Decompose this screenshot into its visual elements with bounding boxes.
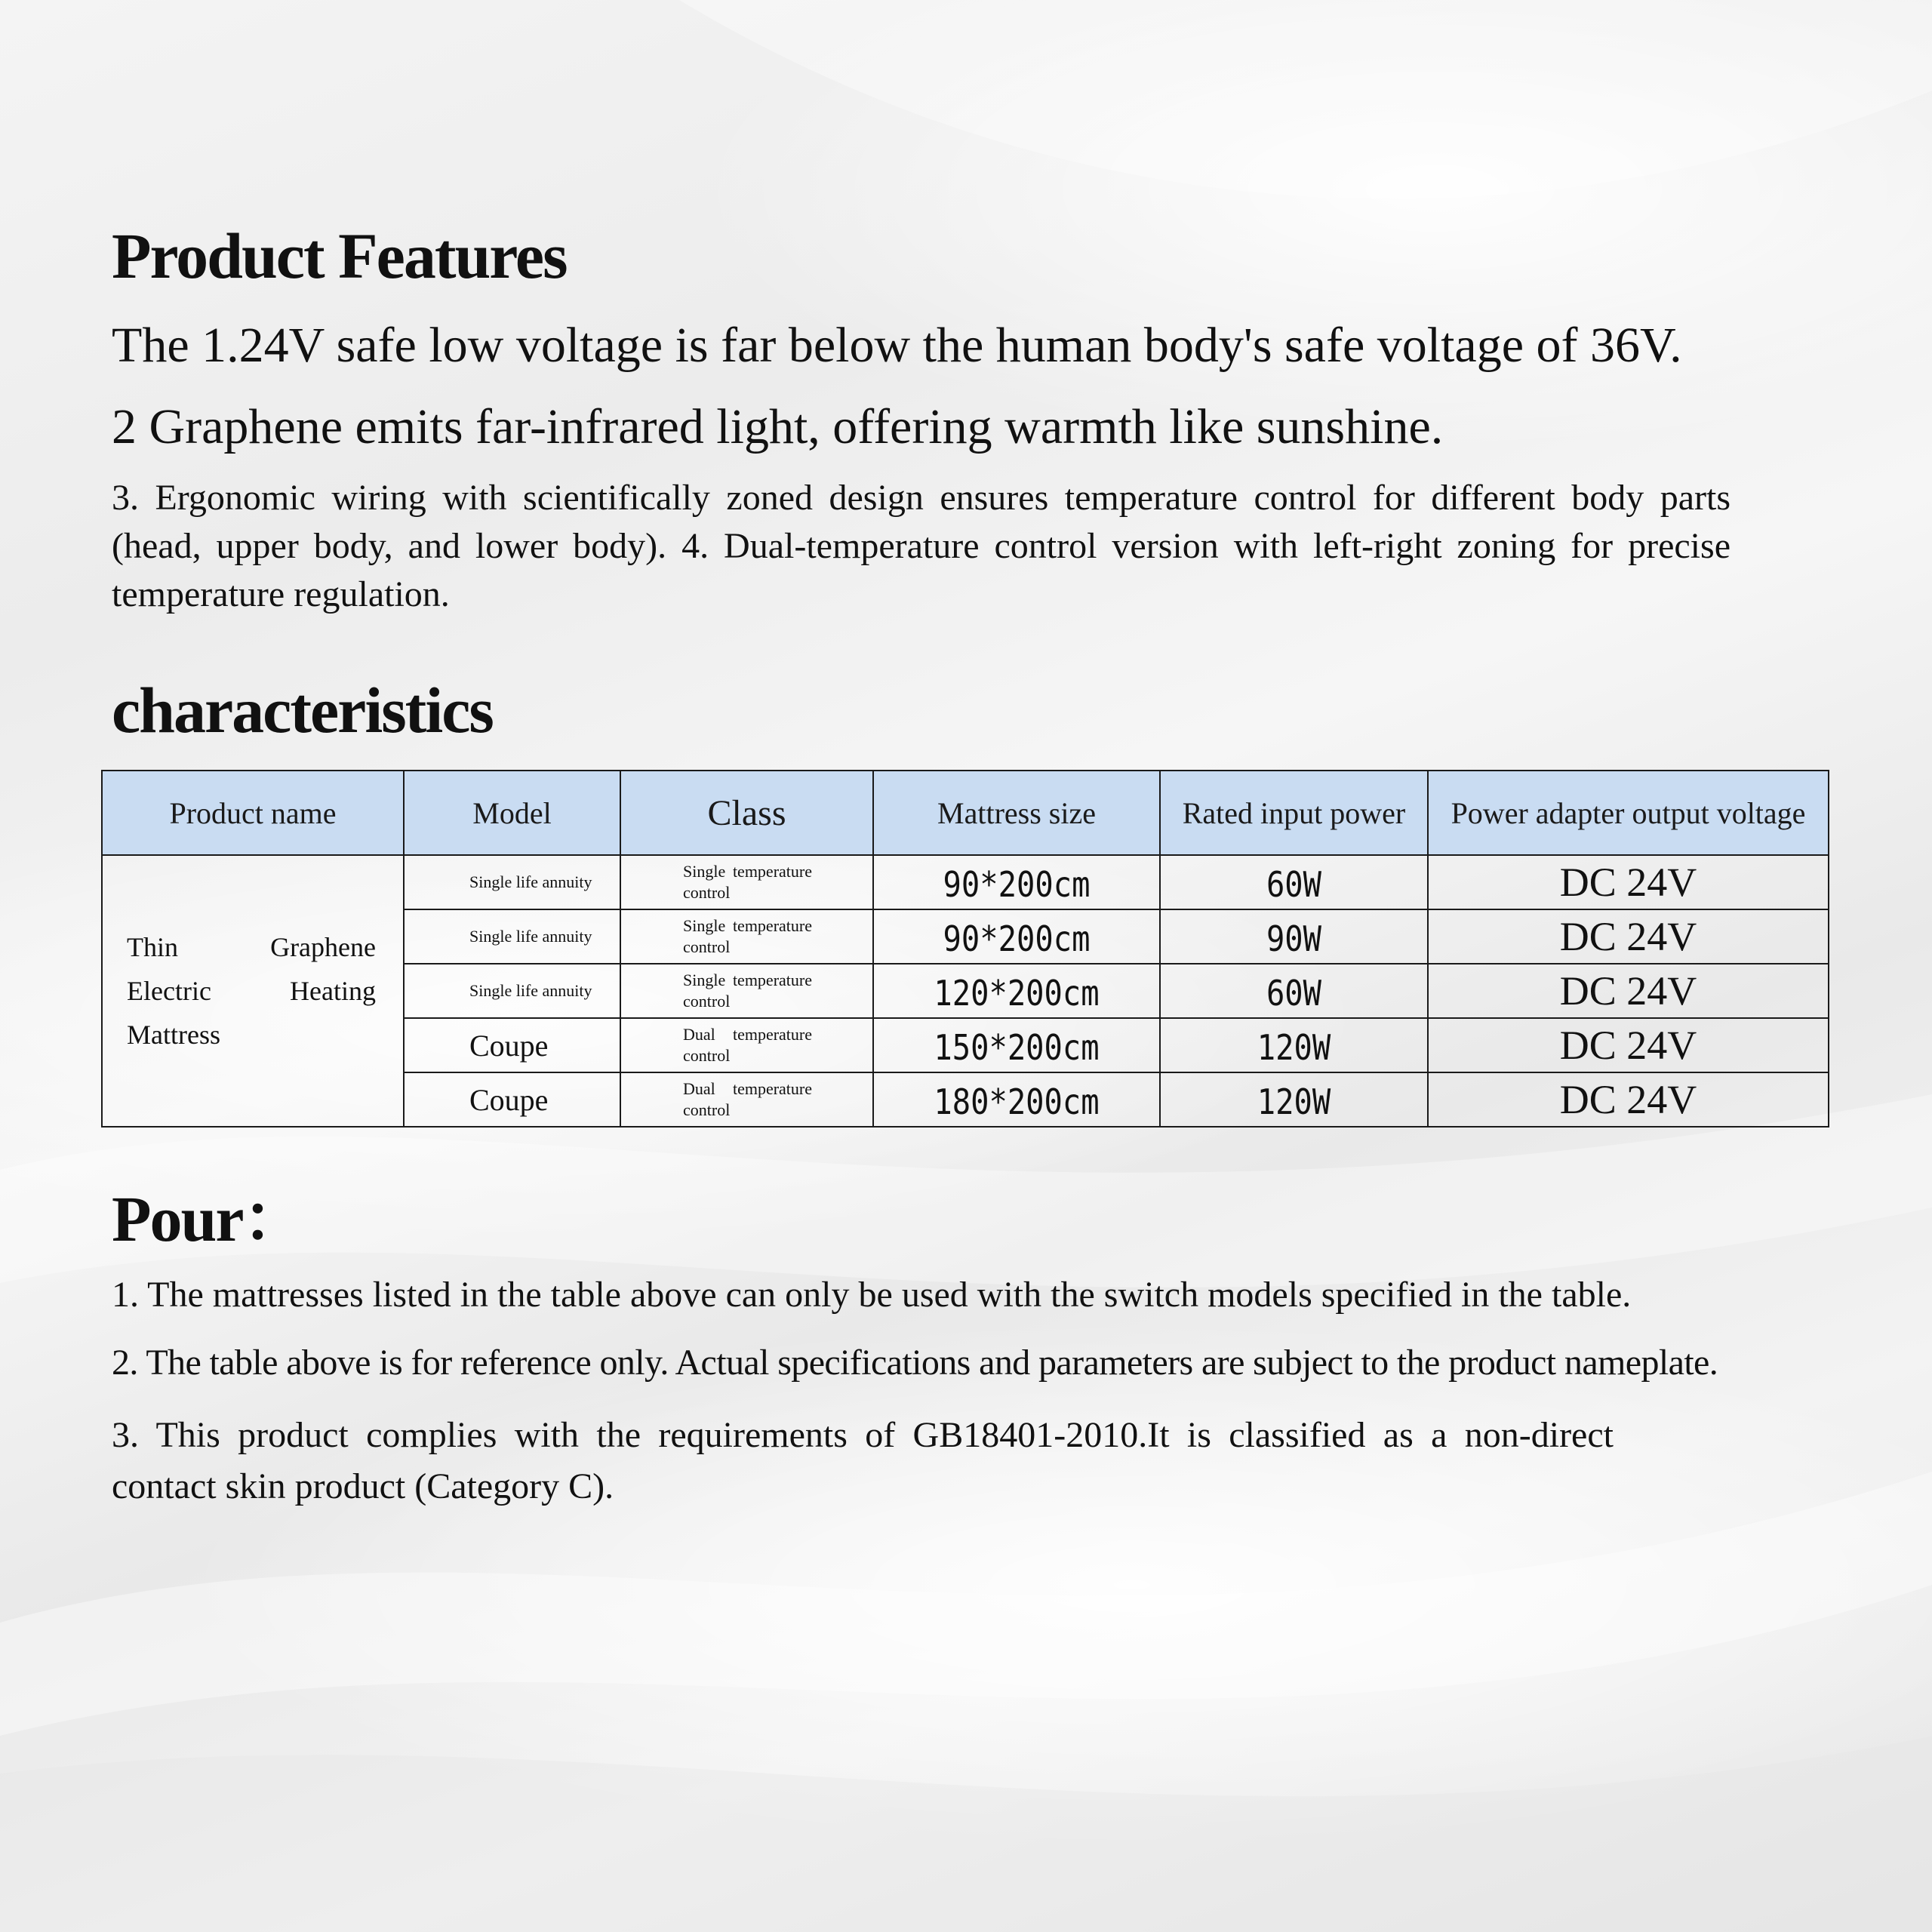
power-cell: 90W: [1176, 909, 1411, 964]
header-product-name: Product name: [102, 771, 404, 855]
size-cell: 150*200cm: [891, 1018, 1143, 1072]
feature-low-voltage: The 1.24V safe low voltage is far below the human body's safe voltage of 36V.: [112, 318, 1682, 373]
voltage-cell: DC 24V: [1428, 855, 1829, 909]
model-cell: Coupe: [404, 1018, 620, 1072]
model-cell: Single life annuity: [404, 855, 620, 909]
size-cell: 90*200cm: [891, 855, 1143, 909]
power-cell: 60W: [1176, 964, 1411, 1018]
model-cell: Coupe: [404, 1072, 620, 1127]
specifications-table: [101, 770, 1829, 1128]
header-mattress-size: Mattress size: [873, 771, 1160, 855]
class-cell: Single temperature control: [620, 855, 873, 909]
class-cell: Dual temperature control: [620, 1072, 873, 1127]
product-features-title: Product Features: [112, 220, 567, 292]
power-cell: 60W: [1176, 855, 1411, 909]
header-rated-power: Rated input power: [1160, 771, 1428, 855]
note-compliance: 3. This product complies with the requirements of GB18401-2010.It is classified as a non-direct contact skin product (Category C).: [112, 1415, 1614, 1506]
note-reference-only: 2. The table above is for reference only. Actual specifications and parameters are subject to the product nameplate.: [112, 1343, 1718, 1383]
product-name-cell: Thin Graphene Electric Heating Mattress: [102, 855, 404, 1127]
header-class: Class: [620, 771, 873, 855]
class-cell: Single temperature control: [620, 964, 873, 1018]
class-cell: Dual temperature control: [620, 1018, 873, 1072]
size-cell: 120*200cm: [891, 964, 1143, 1018]
power-cell: 120W: [1176, 1072, 1411, 1127]
power-cell: 120W: [1176, 1018, 1411, 1072]
characteristics-title: characteristics: [112, 674, 493, 746]
size-cell: 180*200cm: [891, 1072, 1143, 1127]
class-cell: Single temperature control: [620, 909, 873, 964]
table-header-row: [102, 771, 1829, 855]
model-cell: Single life annuity: [404, 909, 620, 964]
size-cell: 90*200cm: [891, 909, 1143, 964]
note-switch-models: 1. The mattresses listed in the table above can only be used with the switch models specified in the table.: [112, 1275, 1632, 1315]
header-model: Model: [404, 771, 620, 855]
feature-far-infrared: 2 Graphene emits far-infrared light, offering warmth like sunshine.: [112, 399, 1444, 454]
feature-ergonomic-wiring: 3. Ergonomic wiring with scientifically zoned design ensures temperature control for different body parts (head, upper body, and lower body). 4. Dual-temperature control version with left-right zoning for precise temperature regulation.: [112, 478, 1730, 614]
model-cell: Single life annuity: [404, 964, 620, 1018]
table-row: [102, 855, 1829, 909]
header-adapter-voltage: Power adapter output voltage: [1428, 771, 1829, 855]
voltage-cell: DC 24V: [1428, 964, 1829, 1018]
notes-title: Pour：: [112, 1183, 306, 1255]
voltage-cell: DC 24V: [1428, 1072, 1829, 1127]
voltage-cell: DC 24V: [1428, 1018, 1829, 1072]
voltage-cell: DC 24V: [1428, 909, 1829, 964]
